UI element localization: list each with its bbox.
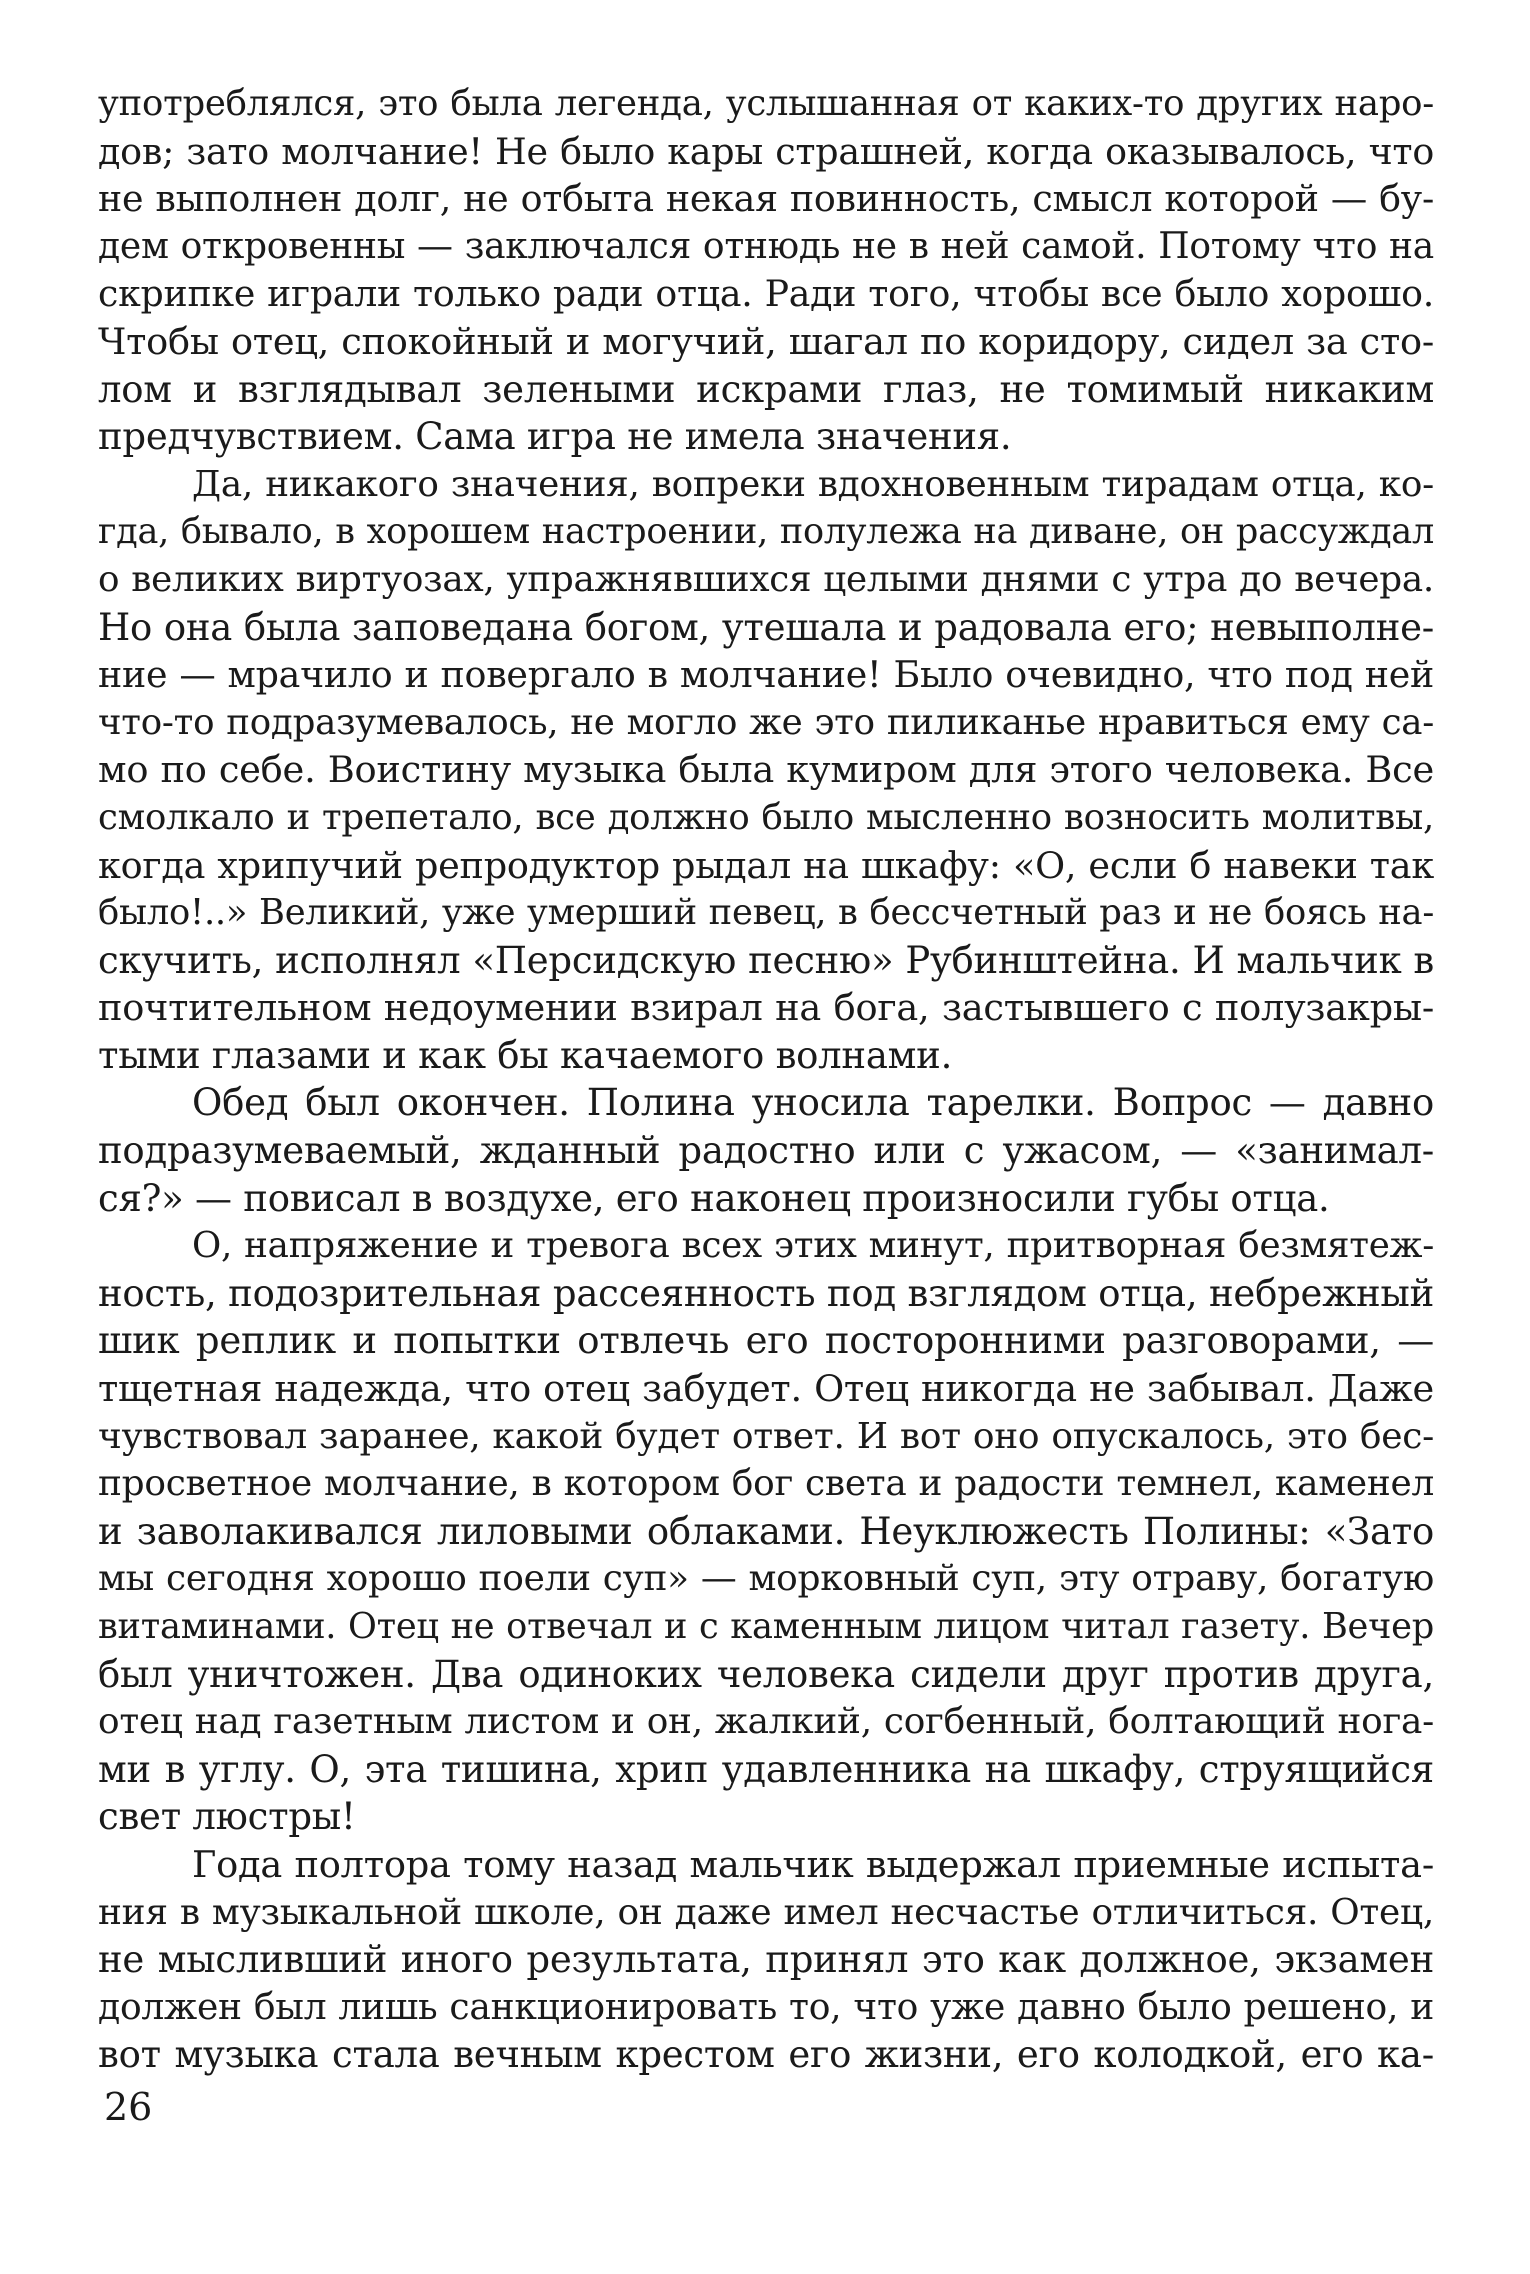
text-line: что-то подразумевалось, не могло же это пиликанье нравиться ему са-: [98, 701, 1434, 743]
text-line: витаминами. Отец не отвечал и с каменным лицом читал газету. Вечер: [98, 1606, 1434, 1647]
text-line: дем откровенны — заключался отнюдь не в ней самой. Потому что на: [98, 225, 1434, 267]
text-line: дов; зато молчание! Не было кары страшней, когда оказывалось, что: [98, 129, 1434, 173]
text-line: Обед был окончен. Полина уносила тарелки. Вопрос — давно: [192, 1081, 1434, 1125]
text-line: Да, никакого значения, вопреки вдохновенным тирадам отца, ко-: [192, 463, 1434, 505]
text-line: о великих виртуозах, упражнявшихся целыми днями с утра до вечера.: [98, 558, 1434, 600]
page-number: 26: [104, 2085, 153, 2129]
text-line: тыми глазами и как бы качаемого волнами.: [98, 1033, 953, 1077]
paragraph-5: [98, 1841, 1434, 2079]
text-line: почтительном недоумении взирал на бога, застывшего с полузакры-: [98, 986, 1434, 1030]
text-line: был уничтожен. Два одиноких человека сидели друг против друга,: [98, 1652, 1434, 1696]
text-line: просветное молчание, в котором бог света и радости темнел, каменел: [98, 1463, 1434, 1505]
text-line: чувствовал заранее, какой будет ответ. И вот оно опускалось, это бес-: [98, 1415, 1434, 1457]
paragraph-1: [98, 80, 1434, 461]
text-line: смолкало и трепетало, все должно было мысленно возносить молитвы,: [98, 796, 1434, 838]
text-line: употреблялся, это была легенда, услышанная от каких-то других наро-: [98, 83, 1434, 124]
text-line: мо по себе. Воистину музыка была кумиром для этого человека. Все: [98, 748, 1434, 792]
text-line: Года полтора тому назад мальчик выдержал приемные испыта-: [192, 1842, 1434, 1886]
text-line: ся?» — повисал в воздухе, его наконец произносили губы отца.: [98, 1176, 1330, 1220]
text-line: отец над газетным листом и он, жалкий, согбенный, болтающий нога-: [98, 1701, 1434, 1743]
text-line: Но она была заповедана богом, утешала и радовала его; невыполне-: [98, 605, 1434, 649]
text-line: когда хрипучий репродуктор рыдал на шкафу: «О, если б навеки так: [98, 843, 1434, 887]
page-body: [98, 80, 1434, 2079]
paragraph-3: [98, 1079, 1434, 1222]
text-line: предчувствием. Сама игра не имела значения.: [98, 415, 1012, 459]
text-line: скучить, исполнял «Персидскую песню» Рубинштейна. И мальчик в: [98, 938, 1434, 982]
text-line: лом и взглядывал зелеными искрами глаз, не томимый никаким: [98, 367, 1434, 411]
text-line: вот музыка стала вечным крестом его жизни, его колодкой, его ка-: [98, 2033, 1434, 2077]
text-line: скрипке играли только ради отца. Ради того, чтобы все было хорошо.: [98, 272, 1434, 316]
text-line: ми в углу. О, эта тишина, хрип удавленника на шкафу, струящийся: [98, 1747, 1434, 1791]
text-line: и заволакивался лиловыми облаками. Неуклюжесть Полины: «Зато: [98, 1509, 1434, 1553]
text-line: гда, бывало, в хорошем настроении, полулежа на диване, он рассуждал: [98, 511, 1434, 553]
text-line: Чтобы отец, спокойный и могучий, шагал по коридору, сидел за сто-: [98, 319, 1434, 363]
text-line: шик реплик и попытки отвлечь его посторонними разговорами, —: [98, 1319, 1434, 1363]
text-line: тщетная надежда, что отец забудет. Отец никогда не забывал. Даже: [98, 1367, 1434, 1411]
text-line: ния в музыкальной школе, он даже имел несчастье отличиться. Отец,: [98, 1891, 1434, 1933]
text-line: подразумеваемый, жданный радостно или с ужасом, — «занимал-: [98, 1129, 1434, 1173]
text-line: О, напряжение и тревога всех этих минут, притворная безмятеж-: [192, 1225, 1434, 1267]
text-line: ние — мрачило и повергало в молчание! Было очевидно, что под ней: [98, 653, 1434, 697]
paragraph-2: [98, 461, 1434, 1080]
text-line: не мысливший иного результата, принял это как должное, экзамен: [98, 1938, 1434, 1982]
paragraph-4: [98, 1222, 1434, 1841]
text-line: не выполнен долг, не отбыта некая повинность, смысл которой — бу-: [98, 177, 1434, 221]
text-line: было!..» Великий, уже умерший певец, в бессчетный раз и не боясь на-: [98, 892, 1434, 934]
text-line: должен был лишь санкционировать то, что уже давно было решено, и: [98, 1985, 1434, 2028]
text-line: ность, подозрительная рассеянность под взглядом отца, небрежный: [98, 1271, 1434, 1315]
text-line: свет люстры!: [98, 1795, 356, 1839]
text-line: мы сегодня хорошо поели суп» — морковный суп, эту отраву, богатую: [98, 1558, 1434, 1600]
